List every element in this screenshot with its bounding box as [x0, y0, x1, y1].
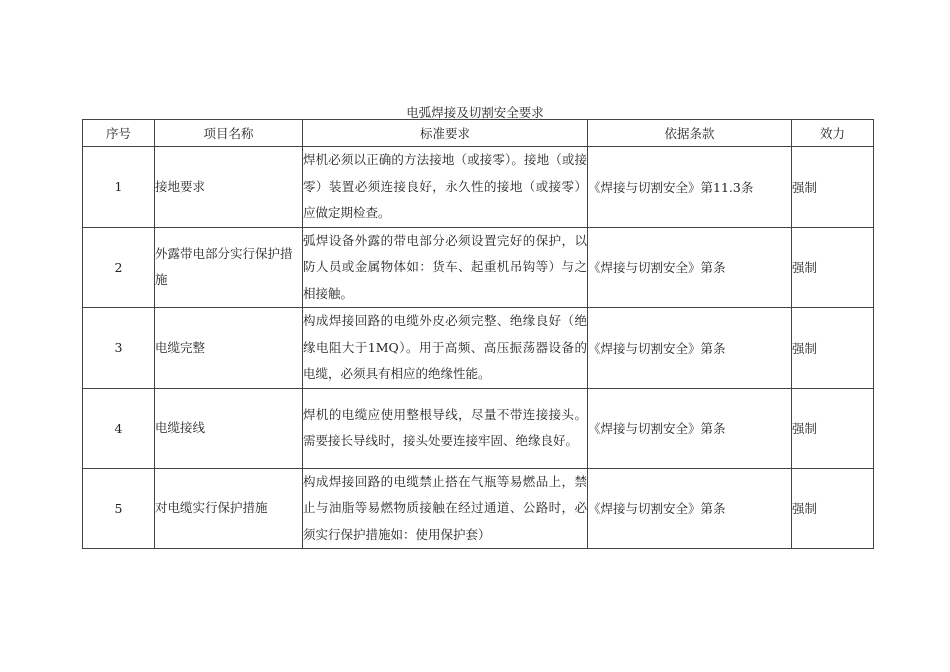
table-row — [83, 388, 874, 468]
row-basis: 《焊接与切割安全》第条 — [588, 227, 792, 308]
row-standard: 构成焊接回路的电缆外皮必须完整、绝缘良好（绝缘电阻大于1MQ）。用于高频、高压振荡器设备的电缆，必须具有相应的绝缘性能。 — [303, 308, 588, 389]
header-standard: 标准要求 — [303, 120, 588, 147]
header-index: 序号 — [83, 120, 155, 147]
row-item-name: 对电缆实行保护措施 — [155, 468, 303, 549]
row-standard: 焊机的电缆应使用整根导线，尽量不带连接接头。需要接长导线时，接头处要连接牢固、绝缘良好。 — [303, 388, 588, 468]
row-effect: 强制 — [792, 147, 874, 228]
table-body — [83, 147, 874, 549]
table-row — [83, 468, 874, 549]
row-index: 2 — [83, 227, 155, 308]
table-row — [83, 308, 874, 389]
row-basis: 《焊接与切割安全》第条 — [588, 468, 792, 549]
row-index: 5 — [83, 468, 155, 549]
document-title: 电弧焊接及切割安全要求 — [406, 105, 544, 120]
safety-requirements-table — [82, 119, 874, 549]
header-basis: 依据条款 — [588, 120, 792, 147]
row-item-name: 接地要求 — [155, 147, 303, 228]
row-item-name: 电缆完整 — [155, 308, 303, 389]
row-effect: 强制 — [792, 227, 874, 308]
row-standard: 焊机必须以正确的方法接地（或接零）。接地（或接零）装置必须连接良好，永久性的接地（或接零）应做定期检查。 — [303, 147, 588, 228]
row-index: 3 — [83, 308, 155, 389]
row-basis: 《焊接与切割安全》第条 — [588, 388, 792, 468]
row-item-name: 外露带电部分实行保护措施 — [155, 227, 303, 308]
header-effect: 效力 — [792, 120, 874, 147]
row-basis: 《焊接与切割安全》第11.3条 — [588, 147, 792, 228]
table-row — [83, 147, 874, 228]
row-effect: 强制 — [792, 468, 874, 549]
header-item-name: 项目名称 — [155, 120, 303, 147]
header-row — [83, 120, 874, 147]
table-row — [83, 227, 874, 308]
row-effect: 强制 — [792, 308, 874, 389]
row-basis: 《焊接与切割安全》第条 — [588, 308, 792, 389]
row-standard: 构成焊接回路的电缆禁止搭在气瓶等易燃品上，禁止与油脂等易燃物质接触在经过通道、公路时，必须实行保护措施如：使用保护套） — [303, 468, 588, 549]
row-standard: 弧焊设备外露的带电部分必须设置完好的保护，以防人员或金属物体如：货车、起重机吊钩等）与之相接触。 — [303, 227, 588, 308]
row-index: 4 — [83, 388, 155, 468]
row-index: 1 — [83, 147, 155, 228]
table-header — [83, 120, 874, 147]
row-item-name: 电缆接线 — [155, 388, 303, 468]
row-effect: 强制 — [792, 388, 874, 468]
